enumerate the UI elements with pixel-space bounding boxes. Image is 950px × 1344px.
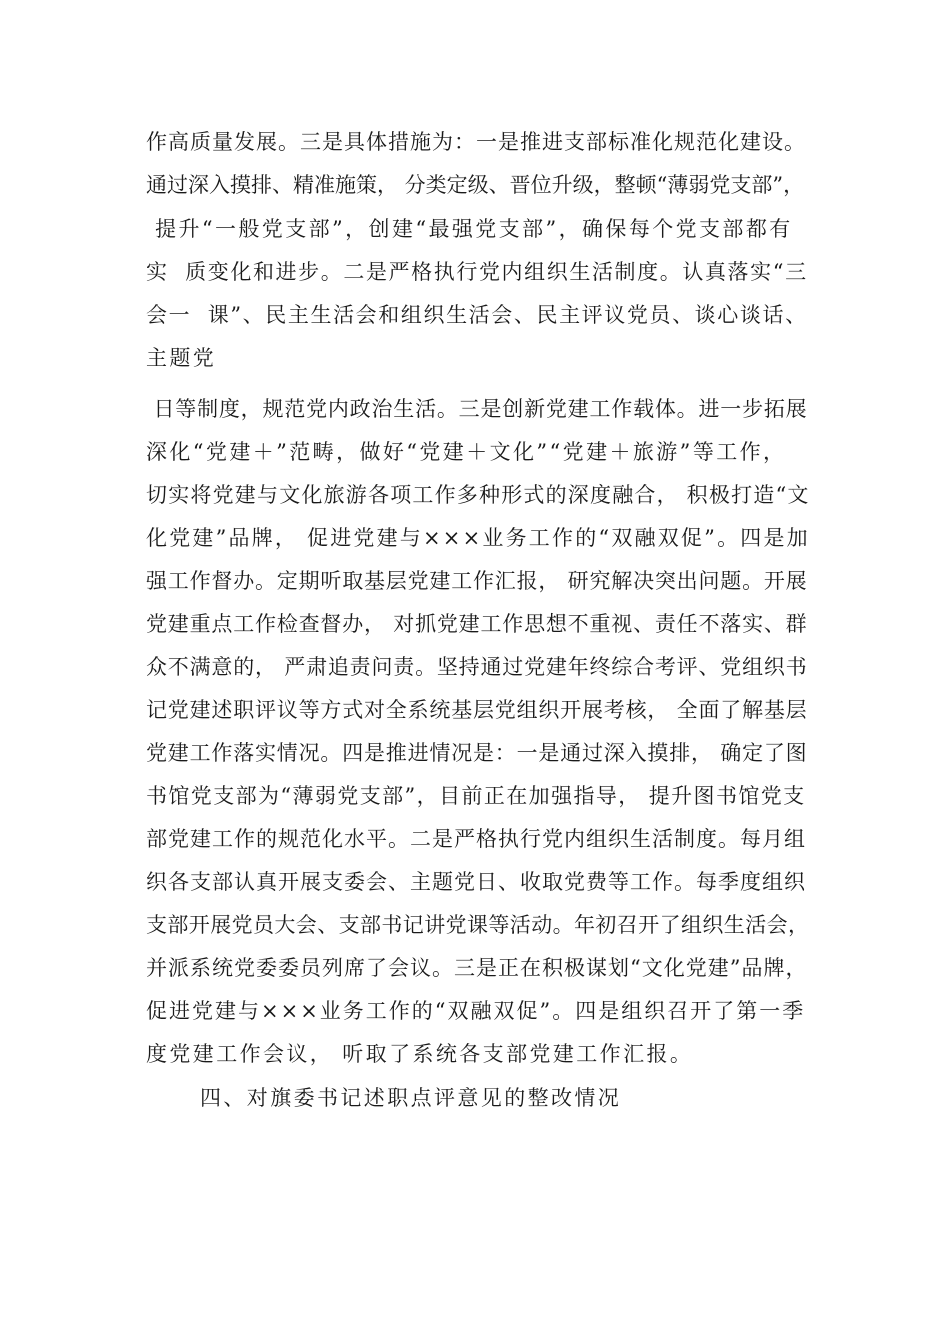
section-heading: 四、对旗委书记述职点评意见的整改情况	[200, 1086, 622, 1110]
text-line: 并派系统党委委员列席了会议。三是正在积极谋划“文化党建”品牌，	[146, 956, 808, 980]
text-line: 切实将党建与文化旅游各项工作多种形式的深度融合， 积极打造“文	[146, 483, 810, 507]
text-line: 部党建工作的规范化水平。二是严格执行党内组织生活制度。每月组	[146, 827, 806, 851]
text-line: 通过深入摸排、精准施策， 分类定级、晋位升级，整顿“薄弱党支部”，	[146, 173, 805, 197]
text-line: 会一 课”、民主生活会和组织生活会、民主评议党员、谈心谈话、	[146, 303, 808, 327]
text-line: 化党建”品牌， 促进党建与×××业务工作的“双融双促”。四是加	[146, 526, 810, 550]
text-line: 提升“一般党支部”，创建“最强党支部”，确保每个党支部都有	[146, 217, 793, 241]
text-line: 记党建述职评议等方式对全系统基层党组织开展考核， 全面了解基层	[146, 698, 808, 722]
text-line: 主题党	[146, 346, 217, 370]
text-line: 党建重点工作检查督办， 对抓党建工作思想不重视、责任不落实、群	[146, 612, 808, 636]
text-line: 深化“党建＋”范畴，做好“党建＋文化”“党建＋旅游”等工作，	[146, 440, 787, 464]
text-line: 作高质量发展。三是具体措施为：一是推进支部标准化规范化建设。	[146, 130, 806, 154]
text-line: 党建工作落实情况。四是推进情况是：一是通过深入摸排， 确定了图	[146, 741, 808, 765]
text-line: 度党建工作会议， 听取了系统各支部党建工作汇报。	[146, 1042, 694, 1066]
text-line: 日等制度，规范党内政治生活。三是创新党建工作载体。进一步拓展	[146, 397, 808, 421]
text-line: 强工作督办。定期听取基层党建工作汇报， 研究解决突出问题。开展	[146, 569, 808, 593]
text-line: 众不满意的， 严肃追责问责。坚持通过党建年终综合考评、党组织书	[146, 655, 808, 679]
text-line: 支部开展党员大会、支部书记讲党课等活动。年初召开了组织生活会，	[146, 913, 810, 937]
text-line: 促进党建与×××业务工作的“双融双促”。四是组织召开了第一季	[146, 999, 806, 1023]
text-line: 书馆党支部为“薄弱党支部”，目前正在加强指导， 提升图书馆党支	[146, 784, 806, 808]
text-line: 织各支部认真开展支委会、主题党日、收取党费等工作。每季度组织	[146, 870, 806, 894]
text-line: 实 质变化和进步。二是严格执行党内组织生活制度。认真落实“三	[146, 260, 808, 284]
